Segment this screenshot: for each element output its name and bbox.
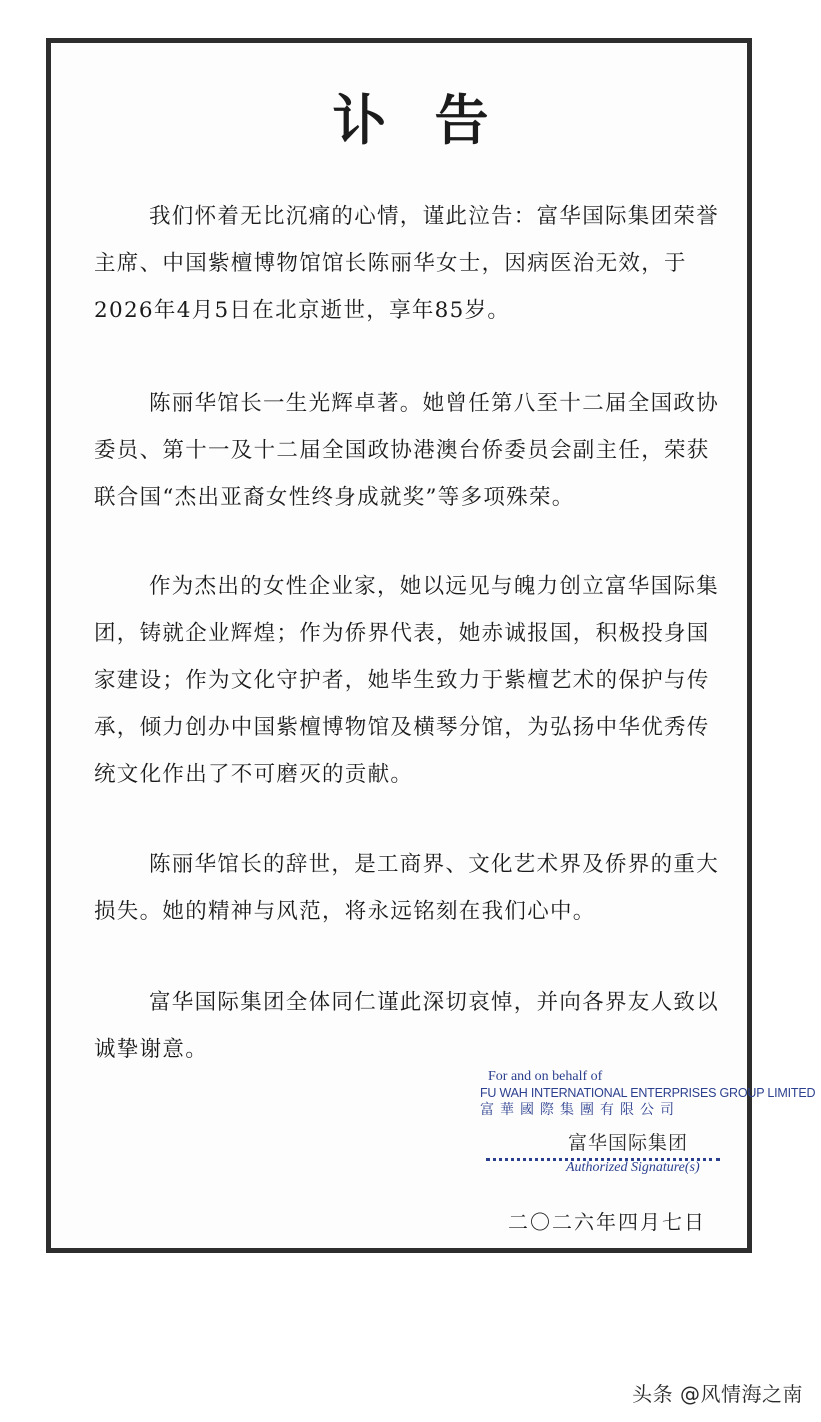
source-watermark: 头条 @风情海之南 bbox=[632, 1382, 803, 1406]
notice-title: 讣告 bbox=[332, 89, 537, 152]
paragraph-career: 陈丽华馆长一生光辉卓著。她曾任第八至十二届全国政协委员、第十一及十二届全国政协港澳台侨委员会副主任，荣获联合国“杰出亚裔女性终身成就奖”等多项殊荣。 bbox=[94, 391, 720, 510]
paragraph-loss: 陈丽华馆长的辞世，是工商界、文化艺术界及侨界的重大损失。她的精神与风范，将永远铭刻在我们心中。 bbox=[94, 852, 720, 924]
signature: 富华国际集团 bbox=[568, 1132, 689, 1154]
stamp-behalf-text: For and on behalf of bbox=[488, 1069, 603, 1084]
paragraph-announcement: 我们怀着无比沉痛的心情，谨此泣告：富华国际集团荣誉主席、中国紫檀博物馆馆长陈丽华女士，因病医治无效，于2026年4月5日在北京逝世，享年85岁。 bbox=[94, 204, 720, 323]
company-stamp bbox=[480, 1069, 816, 1119]
stamp-company-english: FU WAH INTERNATIONAL ENTERPRISES GROUP LIMITED bbox=[480, 1086, 816, 1100]
authorized-signature-label: Authorized Signature(s) bbox=[566, 1160, 700, 1175]
paragraph-mourning: 富华国际集团全体同仁谨此深切哀悼，并向各界友人致以诚挚谢意。 bbox=[94, 990, 720, 1062]
paragraph-contributions: 作为杰出的女性企业家，她以远见与魄力创立富华国际集团，铸就企业辉煌；作为侨界代表，她赤诚报国，积极投身国家建设；作为文化守护者，她毕生致力于紫檀艺术的保护与传承，倾力创办中国紫檀博物馆及横琴分馆，为弘扬中华优秀传统文化作出了不可磨灭的贡献。 bbox=[94, 574, 720, 787]
notice-date: 二〇二六年四月七日 bbox=[508, 1210, 706, 1234]
stamp-company-chinese: 富華國際集團有限公司 bbox=[480, 1102, 680, 1118]
